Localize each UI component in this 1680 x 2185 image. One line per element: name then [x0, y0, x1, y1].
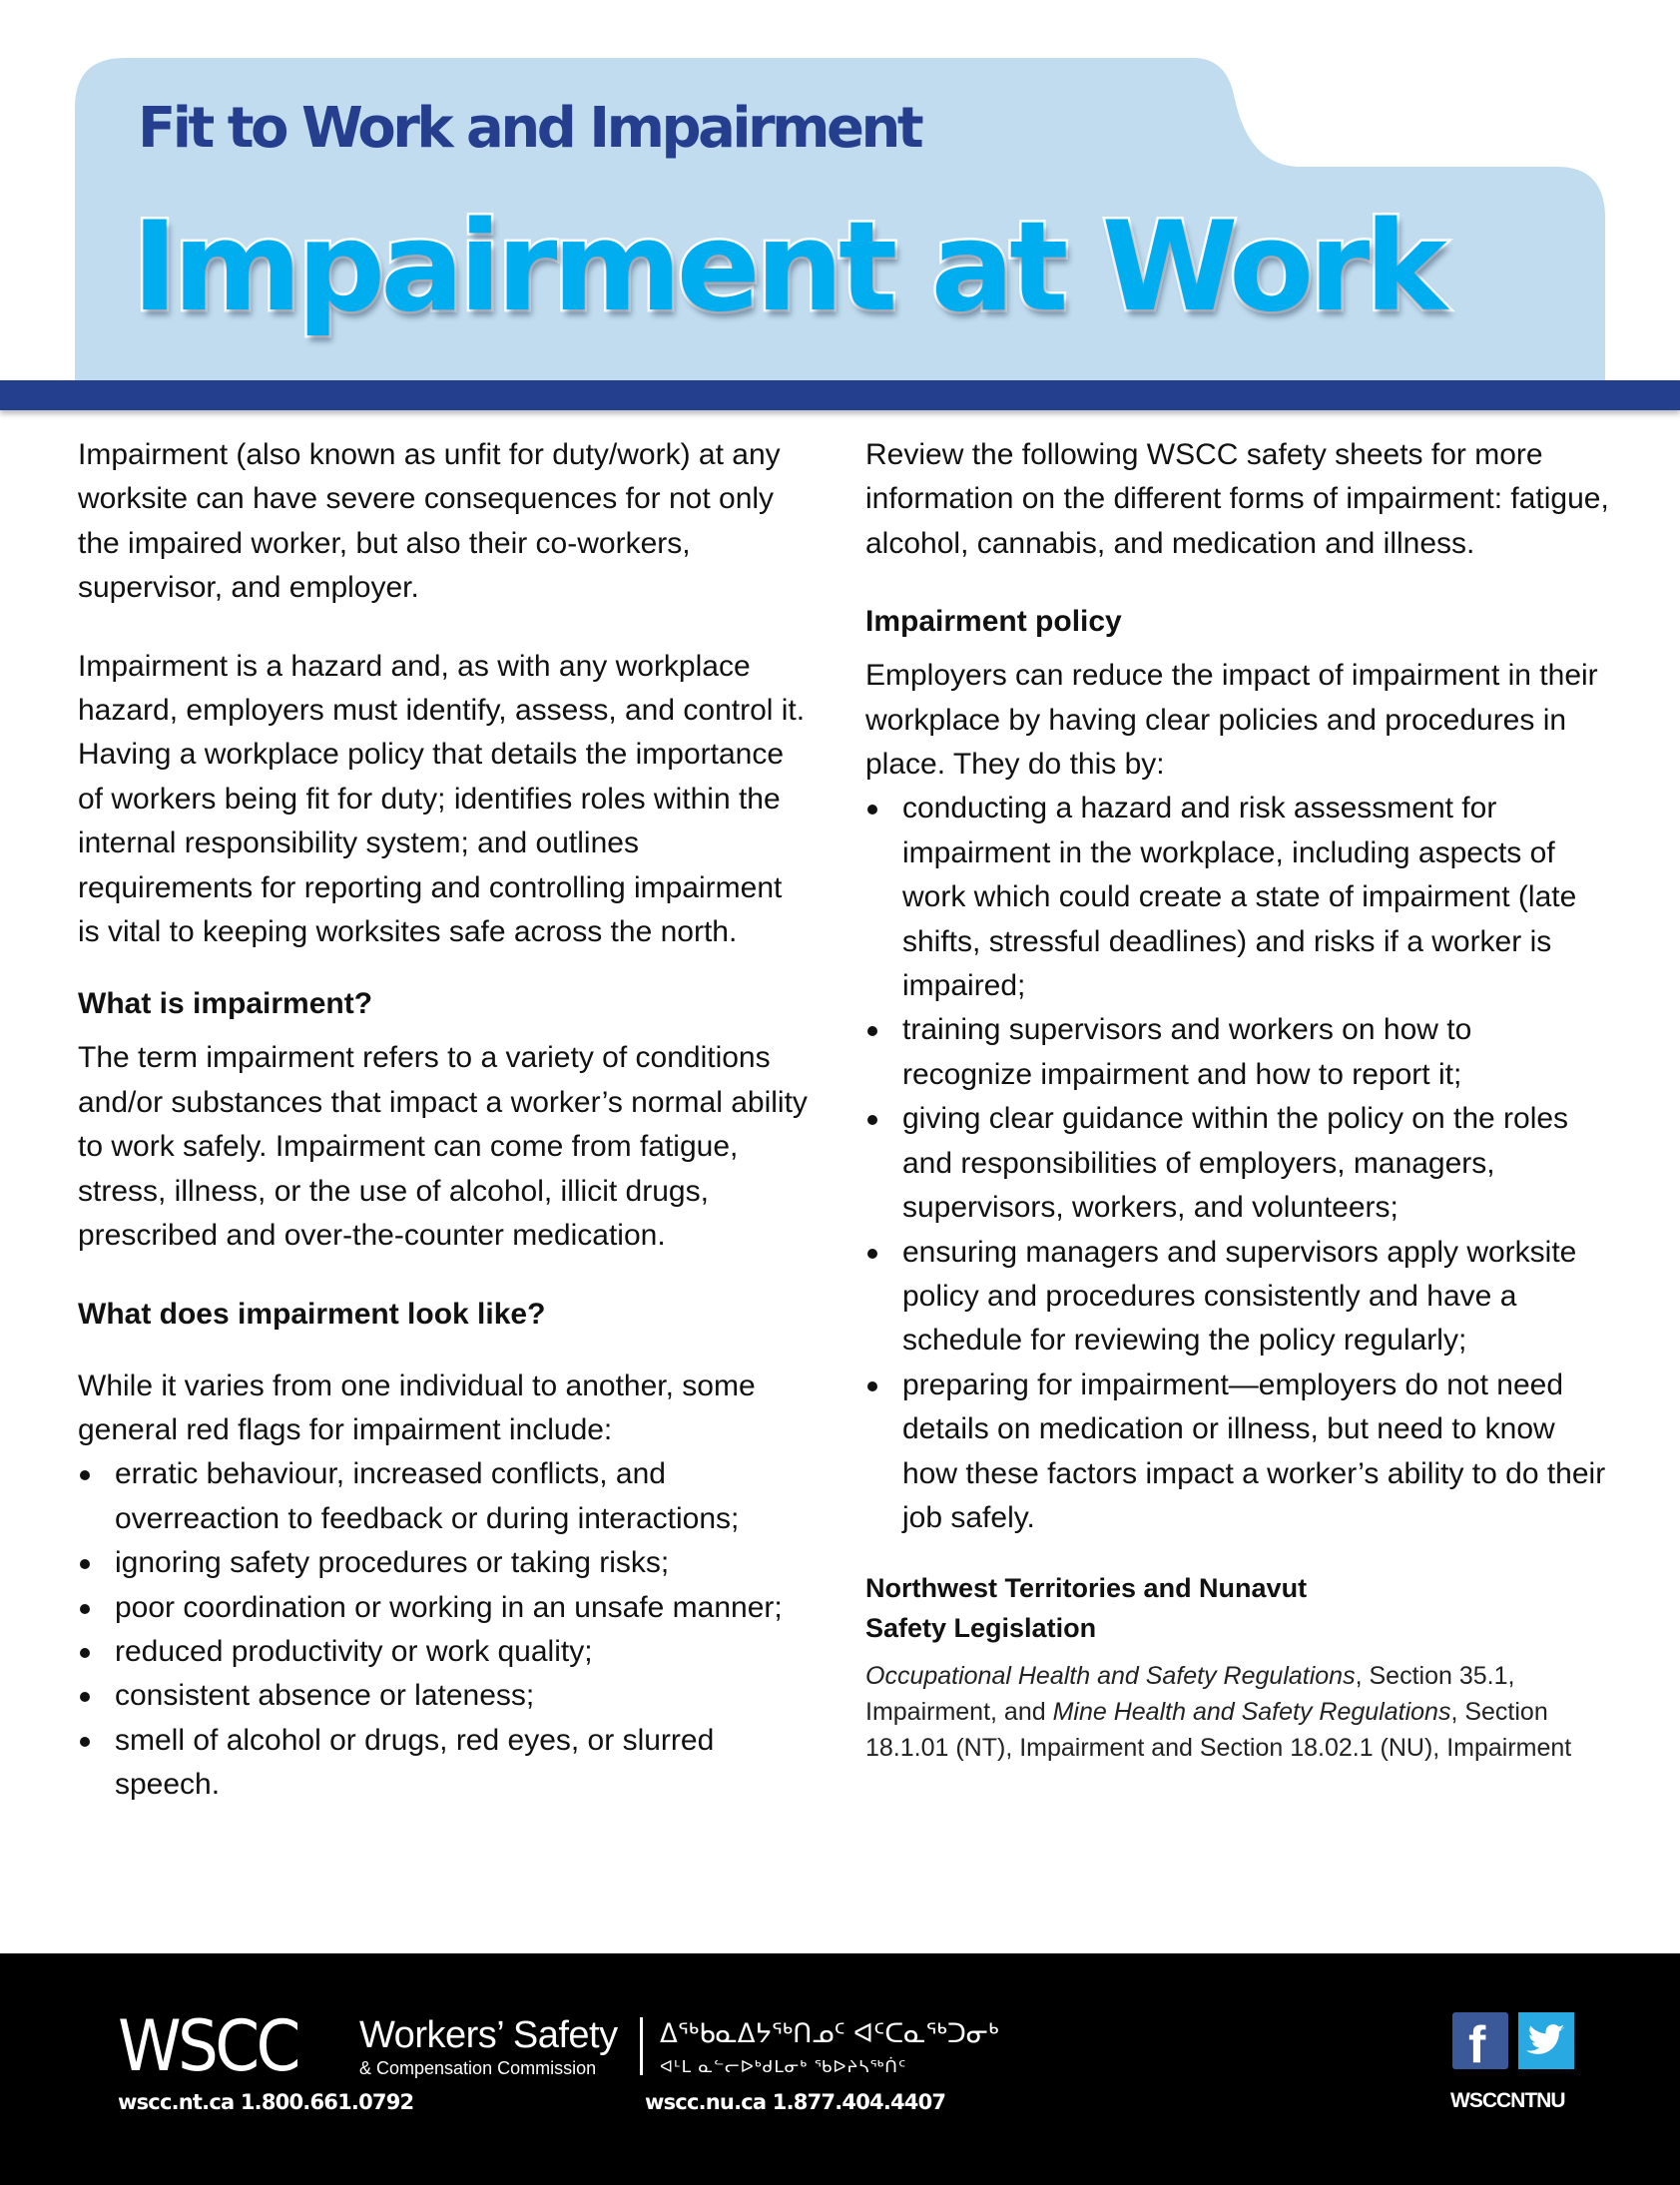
contact-nt[interactable]: wscc.nt.ca 1.800.661.0792 [118, 2090, 414, 2114]
list-item: ignoring safety procedures or taking risks; [78, 1541, 812, 1585]
section-body-look-like: While it varies from one individual to another, some general red flags for impairment include: [78, 1368, 756, 1446]
list-item: reduced productivity or work quality; [78, 1630, 812, 1674]
bullet-icon [867, 1026, 877, 1036]
list-item: ensuring managers and supervisors apply worksite policy and procedures consistently and have a schedule for reviewing the policy regularly; [865, 1231, 1609, 1364]
wscc-logo: WSCC [118, 2005, 297, 2087]
footer [0, 1953, 1680, 2185]
list-item: poor coordination or working in an unsafe manner; [78, 1586, 812, 1630]
list-item: smell of alcohol or drugs, red eyes, or slurred speech. [78, 1719, 812, 1808]
list-item: giving clear guidance within the policy on the roles and responsibilities of employers, managers, supervisors, workers, and volunteers; [865, 1097, 1609, 1230]
bullet-icon [867, 1381, 877, 1391]
section-body-what-is: The term impairment refers to a variety of conditions and/or substances that impact a worker’s normal ability to work safely. Impairment can come from fatigue, stress, illness, or the use of alcohol, illicit drugs, prescribed and over-the-counter medication. [78, 1041, 808, 1253]
series-title: Fit to Work and Impairment [138, 96, 921, 161]
left-column [78, 433, 812, 1808]
logo-divider [640, 2017, 643, 2075]
header-divider-bar [0, 380, 1680, 410]
list-item: erratic behaviour, increased conflicts, and overreaction to feedback or during interactions; [78, 1452, 812, 1541]
list-item: consistent absence or lateness; [78, 1674, 812, 1718]
bullet-icon [867, 1249, 877, 1259]
policy-list [865, 787, 1609, 1540]
intro-paragraph-2: Impairment is a hazard and, as with any workplace hazard, employers must identify, assess, and control it. Having a workplace policy that details the importance of workers being fit for duty; identifies roles within the internal responsibility system; and outlines requirements for reporting and controlling impairment is vital to keeping worksites safe across the north. [78, 649, 806, 949]
section-body-policy: Employers can reduce the impact of impairment in their workplace by having clear policies and procedures in place. They do this by: [865, 659, 1598, 782]
contact-nu[interactable]: wscc.nu.ca 1.877.404.4407 [645, 2090, 946, 2114]
bullet-icon [80, 1737, 90, 1747]
bullet-icon [80, 1470, 90, 1480]
intro-paragraph-1: Impairment (also known as unfit for duty/work) at any worksite can have severe consequences for not only the impaired worker, but also their co-workers, supervisor, and employer. [78, 438, 781, 605]
section-heading-policy: Impairment policy [865, 605, 1122, 639]
bullet-icon [80, 1604, 90, 1614]
social-handle: WSCCNTNU [1450, 2089, 1565, 2112]
intro-paragraph-right: Review the following WSCC safety sheets for more information on the different forms of impairment: fatigue, alcohol, cannabis, and medication and illness. [865, 438, 1609, 560]
bullet-icon [80, 1692, 90, 1702]
header-banner [0, 0, 1680, 419]
bullet-icon [80, 1559, 90, 1569]
regulation-title: Mine Health and Safety Regulations [1052, 1698, 1451, 1727]
bullet-icon [80, 1648, 90, 1658]
logo-syllabics-line2: ᐊᒻᒪ ᓇᓪᓕᐅᒃᑯᒪᓂᒃ ᖃᐅᔨᓴᖅᑏᑦ [660, 2057, 907, 2077]
page-title: Impairment at Work [132, 196, 1442, 339]
legislation-heading: Northwest Territories and Nunavut Safety Legislation [865, 1573, 1308, 1644]
list-item: conducting a hazard and risk assessment for impairment in the workplace, including aspects of work which could create a state of impairment (late shifts, stressful deadlines) and risks if a worker is impaired; [865, 787, 1609, 1008]
section-heading-look-like: What does impairment look like? [78, 1297, 546, 1331]
list-item: preparing for impairment—employers do not need details on medication or illness, but need to know how these factors impact a worker’s ability to do their job safely. [865, 1364, 1609, 1541]
bullet-icon [867, 1115, 877, 1125]
twitter-icon[interactable] [1518, 2012, 1574, 2069]
list-item: training supervisors and workers on how to recognize impairment and how to report it; [865, 1008, 1609, 1097]
legislation-text: Occupational Health and Safety Regulations, Section 35.1, Impairment, and Mine Health and Safety Regulations, Section 18.1.01 (NT), Impairment and Section 18.02.1 (NU), Impairment [865, 1662, 1572, 1763]
bullet-icon [867, 805, 877, 815]
section-heading-what-is: What is impairment? [78, 987, 373, 1021]
red-flags-list [78, 1452, 812, 1807]
logo-name-line2: & Compensation Commission [359, 2058, 597, 2078]
logo-syllabics-line1: ᐃᖅᑲᓇᐃᔭᖅᑎᓄᑦ ᐊᑦᑕᓇᖅᑐᓂᒃ [660, 2019, 999, 2049]
facebook-icon[interactable]: f [1452, 2012, 1508, 2069]
logo-name-line1: Workers’ Safety [359, 2014, 618, 2056]
right-column [865, 433, 1609, 1766]
regulation-title: Occupational Health and Safety Regulations [865, 1662, 1356, 1691]
